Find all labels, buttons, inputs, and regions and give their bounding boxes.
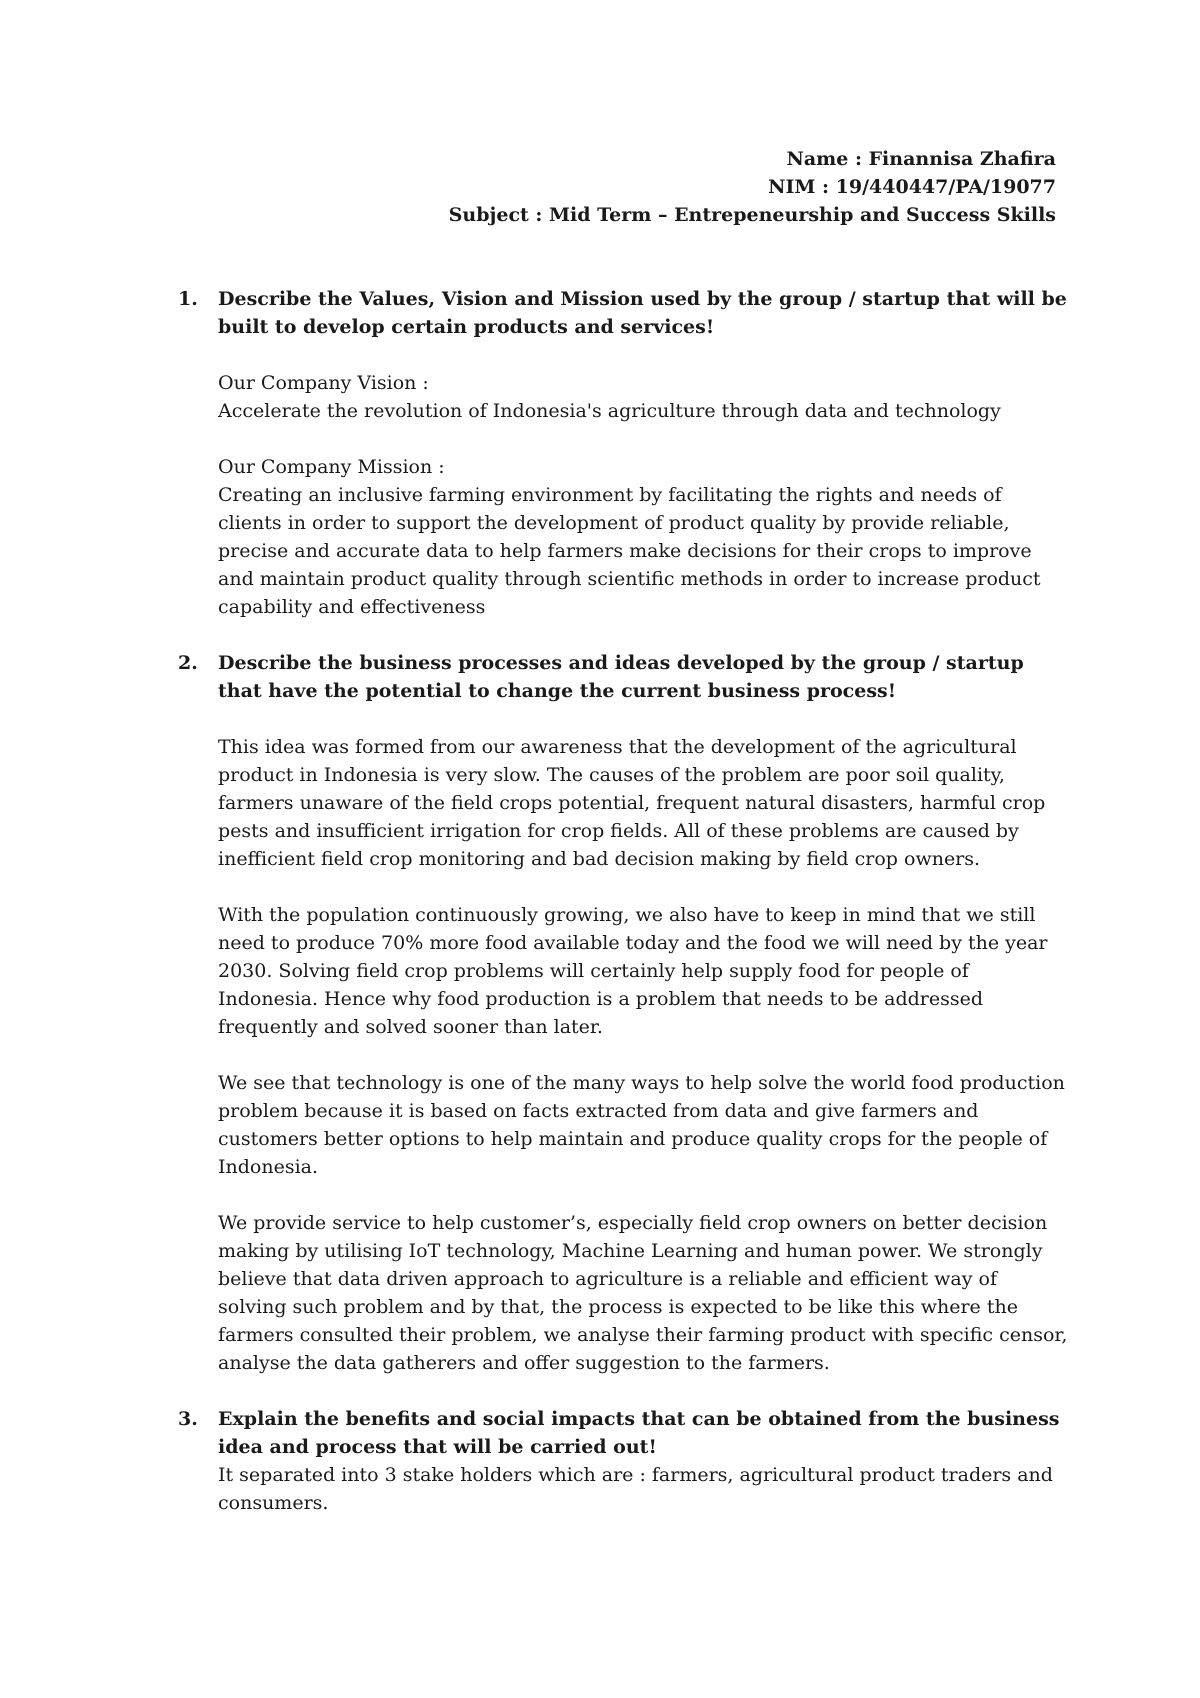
student-nim: NIM : 19/440447/PA/19077 [768, 176, 1056, 198]
paragraph: It separated into 3 stake holders which are : farmers, agricultural product traders and consumers. [218, 1464, 1053, 1514]
question-title: Describe the Values, Vision and Mission used by the group / startup that will be built to develop certain products and services! [218, 288, 1067, 338]
question-number: 1. [178, 288, 198, 310]
paragraph: This idea was formed from our awareness that the development of the agricultural product in Indonesia is very slow. The causes of the problem are poor soil quality, farmers unaware of the field crops potential, frequent natural disasters, harmful crop pests and insufficient irrigation for crop fields. All of these problems are caused by inefficient field crop monitoring and bad decision making by field crop owners. [218, 736, 1046, 870]
document-body [178, 285, 1068, 1517]
student-name: Name : Finannisa Zhafira [786, 148, 1056, 170]
question-number: 2. [178, 652, 198, 674]
vision-label: Our Company Vision : [218, 372, 429, 394]
question-title: Describe the business processes and ideas developed by the group / startup that have the potential to change the current business process! [218, 652, 1024, 702]
mission-label: Our Company Mission : [218, 456, 445, 478]
paragraph: We provide service to help customer’s, especially field crop owners on better decision making by utilising IoT technology, Machine Learning and human power. We strongly believe that data driven approach to agriculture is a reliable and efficient way of solving such problem and by that, the process is expected to be like this where the farmers consulted their problem, we analyse their farming product with specific censor, analyse the data gatherers and offer suggestion to the farmers. [218, 1212, 1068, 1374]
question-2 [178, 649, 1068, 1377]
question-number: 3. [178, 1408, 198, 1430]
mission-text: Creating an inclusive farming environment by facilitating the rights and needs of clients in order to support the development of product quality by provide reliable, precise and accurate data to help farmers make decisions for their crops to improve and maintain product quality through scientific methods in order to increase product capability and effectiveness [218, 484, 1041, 618]
subject-line: Subject : Mid Term – Entrepeneurship and Success Skills [448, 204, 1056, 226]
document-header [400, 145, 1056, 229]
question-3 [178, 1405, 1068, 1517]
paragraph: With the population continuously growing, we also have to keep in mind that we still need to produce 70% more food available today and the food we will need by the year 2030. Solving field crop problems will certainly help supply food for people of Indonesia. Hence why food production is a problem that needs to be addressed frequently and solved sooner than later. [218, 904, 1048, 1038]
question-1 [178, 285, 1068, 621]
vision-text: Accelerate the revolution of Indonesia's agriculture through data and technology [218, 400, 1001, 422]
paragraph: We see that technology is one of the many ways to help solve the world food production problem because it is based on facts extracted from data and give farmers and customers better options to help maintain and produce quality crops for the people of Indonesia. [218, 1072, 1065, 1178]
question-title: Explain the benefits and social impacts that can be obtained from the business idea and process that will be carried out! [218, 1408, 1060, 1458]
